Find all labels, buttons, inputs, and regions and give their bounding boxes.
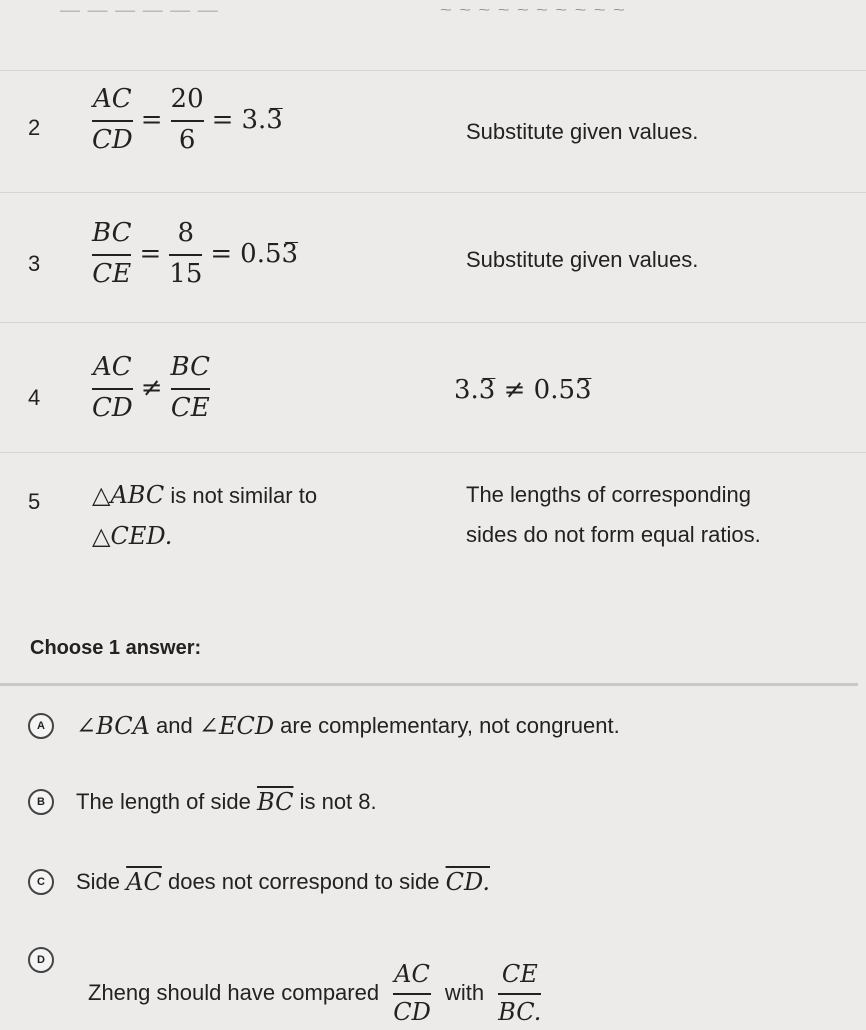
- answer-option-c[interactable]: [28, 868, 490, 896]
- equals-sign: =: [140, 104, 163, 135]
- angle-bca: ∠BCA: [76, 712, 150, 740]
- step-row-3: [0, 192, 866, 323]
- triangle-abc: △ABC: [92, 481, 165, 509]
- option-text: Side: [76, 869, 127, 894]
- fraction-bc-ce: [92, 219, 131, 288]
- choose-answer-label: Choose 1 answer:: [30, 637, 202, 659]
- ratio-result: 0.53̅: [240, 238, 299, 269]
- step-equation: [92, 85, 283, 154]
- angle-ecd: ∠ECD: [198, 712, 275, 740]
- numerator: BC: [170, 352, 211, 382]
- segment-cd: CD.: [445, 868, 490, 896]
- step-number: 3: [28, 251, 41, 276]
- option-text: Zheng should have compared: [88, 980, 386, 1006]
- divider: [0, 683, 858, 686]
- option-text: does not correspond to side: [161, 869, 446, 894]
- equals-sign: =: [210, 238, 233, 269]
- step-explanation: Substitute given values.: [466, 247, 699, 272]
- triangle-ced: △CED.: [92, 522, 173, 550]
- fraction-values: [169, 219, 202, 288]
- equals-sign: =: [211, 104, 234, 135]
- fraction-ac-cd: [393, 961, 431, 1026]
- option-letter-badge: B: [28, 789, 54, 815]
- step-row-5: [0, 452, 866, 585]
- numerator: BC: [92, 218, 132, 248]
- option-letter-badge: D: [28, 947, 54, 973]
- numerator: AC: [394, 960, 430, 988]
- segment-bc: $\overline{BC}$: [257, 788, 294, 816]
- fraction-ac-cd: [92, 85, 133, 154]
- explanation-line: sides do not form equal ratios.: [466, 522, 761, 547]
- explanation-line: The lengths of corresponding: [466, 482, 751, 507]
- option-letter-badge: C: [28, 869, 54, 895]
- cut-off-text-right: ~ ~ ~ ~ ~ ~ ~ ~ ~ ~: [440, 4, 626, 18]
- cut-off-text-left: — — — — — —: [60, 4, 219, 18]
- option-text: and: [149, 713, 199, 738]
- step-row-2: [0, 70, 866, 191]
- answer-option-a[interactable]: [28, 712, 620, 740]
- denominator: CD: [92, 392, 133, 423]
- not-equal-sign: ≠: [140, 372, 163, 403]
- fraction-values: [171, 85, 204, 154]
- denominator: CD: [393, 998, 431, 1027]
- fraction-ce-bc: [498, 961, 541, 1026]
- numerator: 8: [177, 218, 195, 248]
- denominator: 15: [169, 258, 203, 289]
- step-number: 2: [28, 115, 41, 140]
- step-statement: [92, 475, 317, 557]
- fraction-ac-cd: [92, 353, 133, 422]
- answer-option-d[interactable]: [28, 935, 541, 1026]
- option-letter-badge: A: [28, 713, 54, 739]
- statement-text: is not similar to: [164, 483, 318, 508]
- numerator: AC: [93, 352, 132, 382]
- numerator: 20: [170, 84, 204, 114]
- step-explanation: [466, 475, 761, 555]
- cut-off-previous-row: [0, 0, 866, 60]
- option-text: The length of side: [76, 789, 258, 814]
- option-text: is not 8.: [293, 789, 377, 814]
- denominator: BC.: [498, 998, 542, 1027]
- step-comparison: [92, 353, 210, 422]
- denominator: CE: [92, 258, 132, 289]
- ratio-result: 3.3̅: [241, 104, 283, 135]
- step-explanation: Substitute given values.: [466, 119, 699, 144]
- denominator: 6: [178, 124, 196, 155]
- numerator: AC: [93, 84, 132, 114]
- option-text: with: [438, 980, 491, 1006]
- denominator: CD: [92, 124, 133, 155]
- step-number: 5: [28, 489, 41, 514]
- step-number: 4: [28, 385, 41, 410]
- equals-sign: =: [139, 238, 162, 269]
- step-explanation: 3.3̅ ≠ 0.53̅: [454, 375, 592, 405]
- option-text: are complementary, not congruent.: [274, 713, 620, 738]
- segment-ac: $\overline{AC}$: [126, 868, 162, 896]
- denominator: CE: [170, 392, 210, 423]
- step-row-4: [0, 322, 866, 453]
- step-equation: [92, 219, 298, 288]
- numerator: CE: [501, 960, 538, 988]
- answer-option-b[interactable]: [28, 788, 377, 816]
- fraction-bc-ce: [171, 353, 210, 422]
